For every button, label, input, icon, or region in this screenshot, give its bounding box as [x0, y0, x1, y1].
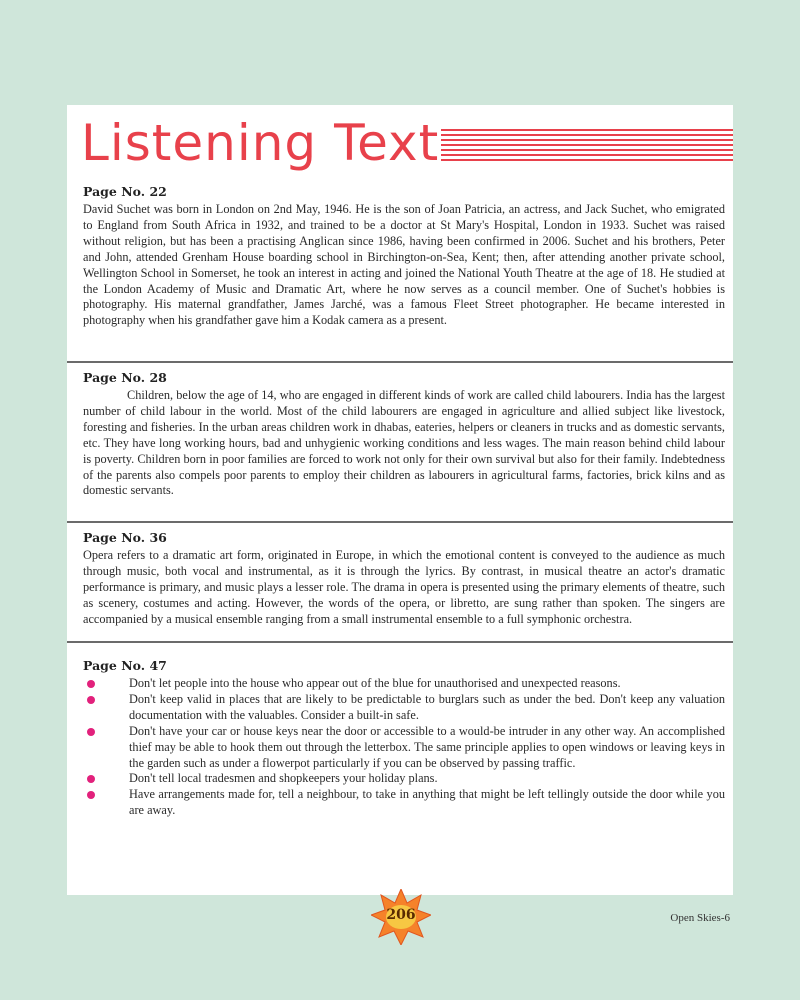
bullet-icon — [87, 680, 95, 688]
section-label: Page No. 47 — [83, 658, 167, 673]
section-text: Opera refers to a dramatic art form, originated in Europe, in which the emotional content is conveyed to the audience as much through music, both vocal and instrumental, as it is through the lyrics. By contrast, in musical theatre an actor's dramatic performance is primary, and music plays a lesser role. The drama in opera is presented using the primary elements of theatre, such as scenery, costumes and acting. However, the words of the opera, or libretto, are sung rather than spoken. The singers are accompanied by a musical ensemble ranging from a small instrumental ensemble to a full symphonic orchestra. — [83, 548, 725, 626]
list-item-text: Don't have your car or house keys near the door or accessible to a would-be intruder in any other way. An accomplished thief may be able to hook them out through the letterbox. The same principle applies to open windows or leaving keys in the garden such as under a flowerpot particularly if you can be observed by passing traffic. — [129, 723, 725, 770]
list-item-text: Don't tell local tradesmen and shopkeepers your holiday plans. — [129, 771, 438, 786]
bullet-icon — [87, 728, 95, 736]
page-number: 206 — [386, 907, 416, 923]
divider — [67, 641, 733, 643]
section-page-28 — [67, 369, 733, 499]
list-item — [83, 771, 725, 787]
page-content — [67, 105, 733, 895]
section-page-47 — [67, 657, 733, 819]
list-item — [83, 787, 725, 819]
page-number-badge — [371, 889, 431, 945]
bullet-list — [83, 676, 725, 819]
section-text: Children, below the age of 14, who are engaged in different kinds of work are called child labourers. India has the largest number of child labour in the world. Most of the child labourers are engaged in agriculture and allied subject like livestock, foresting and fisheries. In the urban areas children work in dhabas, eateries, helpers or cleaners in trucks and as domestic servants, etc. They have long working hours, bad and unhygienic working conditions and less wages. The main reason behind child labour is poverty. Children born in poor families are forced to work not only for their own survival but also for their family. Indebtedness of the parents also compels poor parents to employ their children as labourers in agricultural farms, factories, brick kilns and as domestic servants. — [83, 388, 725, 498]
bullet-icon — [87, 696, 95, 704]
list-item — [83, 692, 725, 724]
divider — [67, 521, 733, 523]
divider — [67, 361, 733, 363]
list-item-text: Don't keep valid in places that are likely to be predictable to burglars such as under the bed. Don't keep any valuation documentation with the valuables. Consider a built-in safe. — [129, 691, 725, 722]
section-label: Page No. 28 — [83, 370, 167, 385]
list-item — [83, 676, 725, 692]
list-item — [83, 724, 725, 772]
bullet-icon — [87, 775, 95, 783]
section-page-22 — [67, 183, 733, 329]
list-item-text: Don't let people into the house who appear out of the blue for unauthorised and unexpected reasons. — [129, 676, 621, 690]
section-page-36 — [67, 529, 733, 628]
page-title: Listening Text — [81, 114, 440, 172]
section-text: David Suchet was born in London on 2nd May, 1946. He is the son of Joan Patricia, an actress, and Jack Suchet, who emigrated to England from South Africa in 1932, and trained to be a doctor at St Mary's Hospital, London in 1933. Suchet was raised without religion, but has been a practising Anglican since 1986, having been confirmed in 2006. Suchet and his brothers, Peter and John, attended Grenham House boarding school in Birchington-on-Sea, Kent; then, after attending another private school, Wellington School in Somerset, he took an interest in acting and joined the National Youth Theatre at the age of 18. He studied at the London Academy of Music and Dramatic Art, where he now serves as a council member. One of Suchet's hobbies is photography. His maternal grandfather, James Jarché, was a famous Fleet Street photographer. He became interested in photography when his grandfather gave him a Kodak camera as a present. — [83, 202, 725, 328]
section-label: Page No. 22 — [83, 184, 167, 199]
list-item-text: Have arrangements made for, tell a neighbour, to take in anything that might be left tellingly outside the door while you are away. — [129, 787, 725, 818]
bullet-icon — [87, 791, 95, 799]
title-row — [81, 113, 733, 173]
section-label: Page No. 36 — [83, 530, 167, 545]
title-decoration — [441, 129, 733, 163]
footer-book-title: Open Skies-6 — [670, 912, 730, 924]
